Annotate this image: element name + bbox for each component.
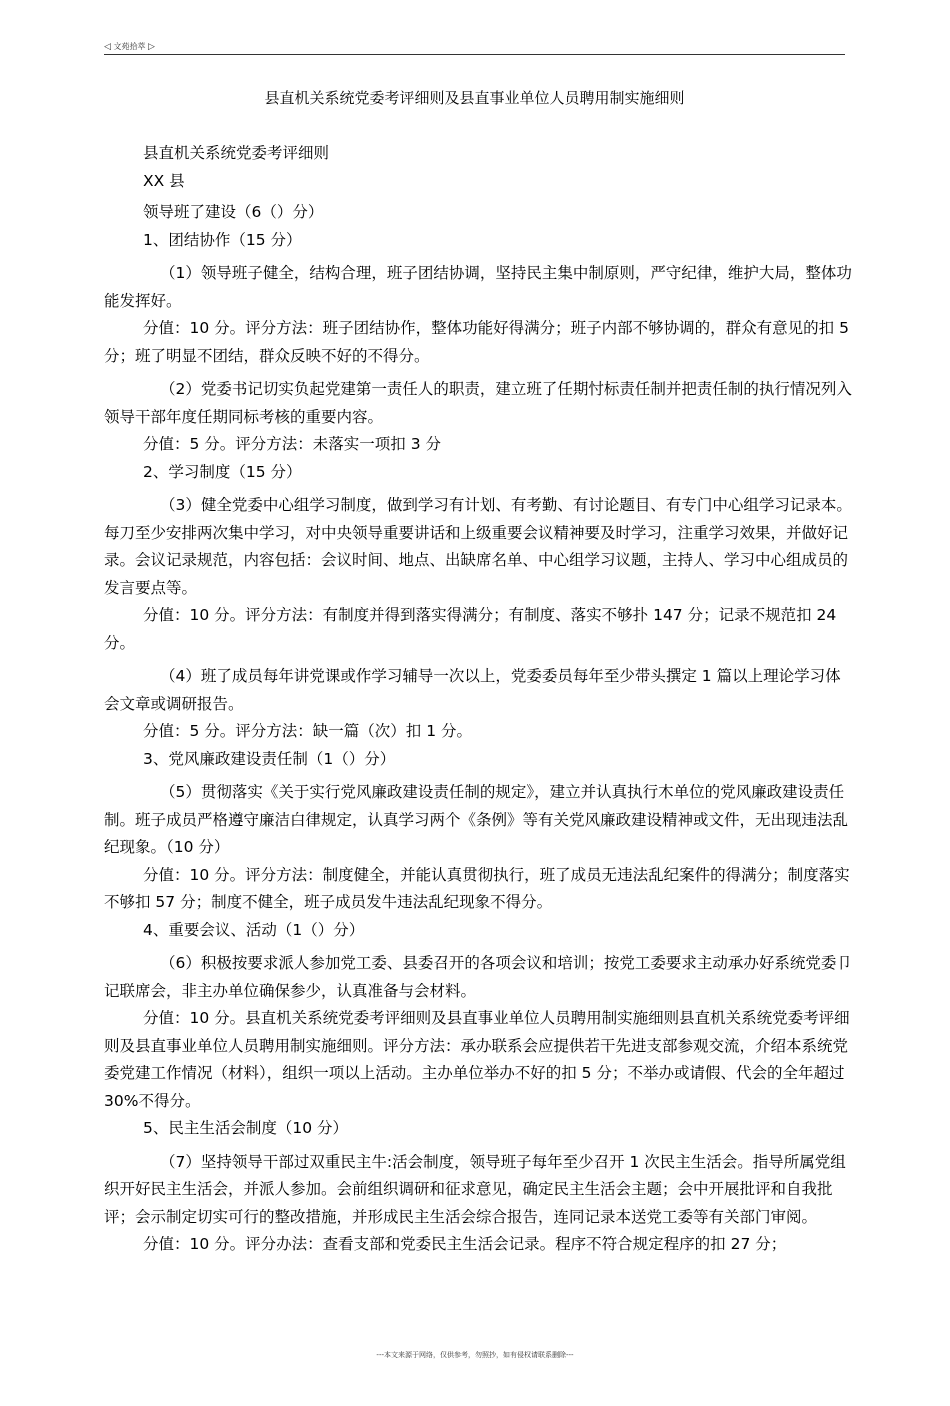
score-6: 分值：10 分。县直机关系统党委考评细则及县直事业单位人员聘用制实施细则县直机关系统党委考评细则及县直事业单位人员聘用制实施细则。评分方法：承办联系会应提供若干先进支部参观交流，介绍本系统党委党建工作情况（材料），组织一项以上活动。主办单位举办不好的扣 5 分；不举办或请假、代会的全年超过 30%不得分。 bbox=[104, 1009, 850, 1110]
score-1: 分值：10 分。评分方法：班子团结协作，整体功能好得满分；班子内部不够协调的，群众有意见的扣 5 分；班了明显不团结，群众反映不好的不得分。 bbox=[104, 319, 849, 365]
score-3: 分值：10 分。评分方法：有制度并得到落实得满分；有制度、落实不够扑 147 分；记录不规范扣 24 分。 bbox=[104, 606, 837, 652]
clause-5: （5）贯彻落实《关于实行党风廉政建设责任制的规定》，建立并认真执行木单位的党风廉政建设责任制。班子成员严格遵守廉洁白律规定，认真学习两个《条例》等有关党风廉政建设精神或文件，无出现违法乱纪现象。（10 分） bbox=[104, 783, 849, 856]
left-triangle-icon: ◁ bbox=[104, 42, 111, 52]
score-5: 分值：10 分。评分方法：制度健全，并能认真贯彻执行，班了成员无违法乱纪案件的得满分；制度落实不够扣 57 分；制度不健全，班子成员发牛违法乱纪现象不得分。 bbox=[104, 865, 850, 911]
document-title: 县直机关系统党委考评细则及县直事业单位人员聘用制实施细则 bbox=[264, 89, 685, 107]
right-triangle-icon: ▷ bbox=[148, 42, 155, 52]
body-heading: 县直机关系统党委考评细则 bbox=[143, 144, 330, 162]
score-2: 分值：5 分。评分方法：未落实一项扣 3 分 bbox=[143, 435, 442, 453]
section-title-3: 3、党风廉政建设责任制（1（）分） bbox=[143, 749, 396, 768]
section-title-5: 5、民主生活会制度（10 分） bbox=[143, 1119, 349, 1137]
county-line: XX 县 bbox=[143, 171, 185, 190]
section-title-1: 1、团结协作（15 分） bbox=[143, 230, 302, 249]
page-header bbox=[104, 40, 844, 54]
section-title-4: 4、重要会议、活动（1（）分） bbox=[143, 920, 365, 939]
page-footer: ---本文来源于网络，仅供参考，勿照抄，如有侵权请联系删除--- bbox=[376, 1351, 574, 1359]
clause-6: （6）积极按要求派人参加党工委、县委召开的各项会议和培训；按党工委要求主动承办好系统党委卩记联席会，非主办单位确保参少，认真准备与会材料。 bbox=[104, 954, 852, 1000]
clause-4: （4）班了成员每年讲党课或作学习辅导一次以上，党委委员每年至少带头撰定 1 篇以上理论学习体会文章或调研报告。 bbox=[104, 667, 841, 713]
clause-3: （3）健全党委中心组学习制度，做到学习有计划、有考勤、有讨论题目、有专门中心组学习记录本。每刀至少安排两次集中学习，对中央领导重要讲话和上级重要会议精神要及时学习，注重学习效果，并做好记录。会议记录规范，内容包括：会议时间、地点、出缺席名单、中心组学习议题，主持人、学习中心组成员的发言要点等。 bbox=[104, 496, 852, 597]
section-title-2: 2、学习制度（15 分） bbox=[143, 462, 302, 481]
score-7: 分值：10 分。评分办法：查看支部和党委民主生活会记录。程序不符合规定程序的扣 27 分； bbox=[143, 1235, 787, 1253]
header-label: 文苑拾萃 bbox=[113, 42, 146, 51]
clause-2: （2）党委书记切实负起党建第一责任人的职责，建立班了任期忖标责任制并把责任制的执行情况列入领导干部年度任期同标考核的重要内容。 bbox=[104, 380, 852, 426]
section-lead: 领导班了建设（6（）分） bbox=[143, 203, 324, 221]
clause-7: （7）坚持领导干部过双重民主牛:活会制度，领导班子每年至少召开 1 次民主生活会。指导所属党组织开好民主生活会，并派人参加。会前组织调研和征求意见，确定民主生活会主题；会中开展批评和自我批评；会示制定切实可行的整改措施，并形成民主生活会综合报告，连同记录本送党工委等有关部门审阅。 bbox=[104, 1152, 846, 1226]
header-rule bbox=[104, 54, 845, 55]
clause-1: （1）领导班子健全，结构合理，班子团结协调，坚持民主集中制原则，严守纪律，维护大局，整体功能发挥好。 bbox=[104, 264, 852, 310]
score-4: 分值：5 分。评分方法：缺一篇（次）扣 1 分。 bbox=[143, 722, 473, 740]
document-body bbox=[104, 140, 852, 1259]
